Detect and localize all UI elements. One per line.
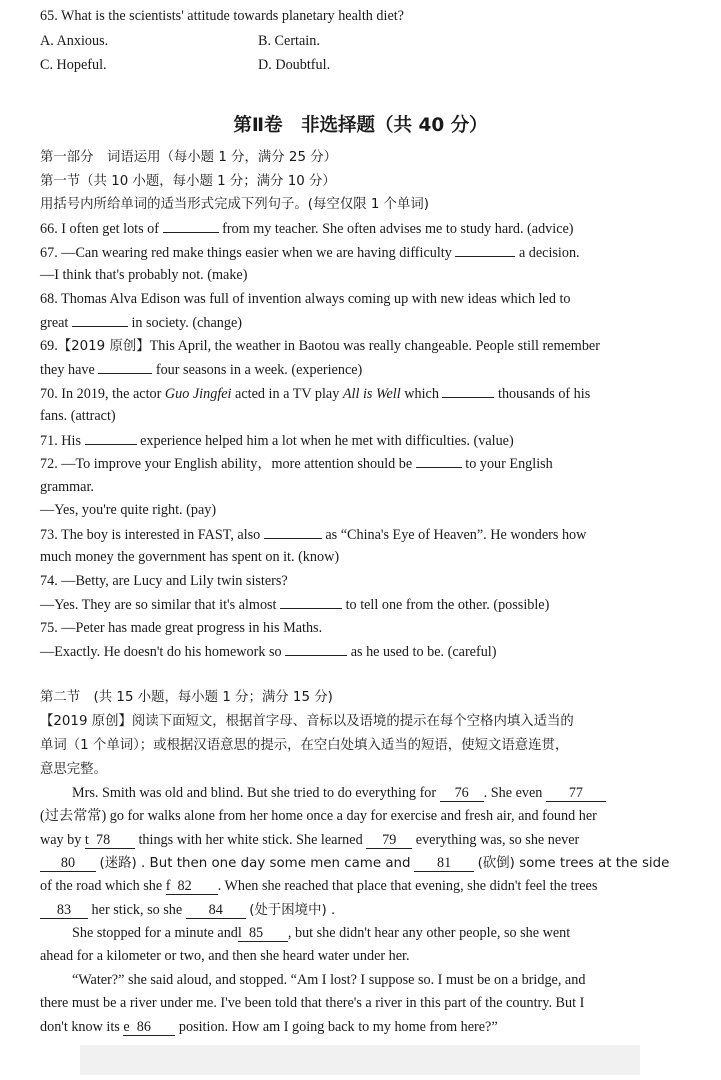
part1-sub-heading: 第一节（共 10 小题，每小题 1 分；满分 10 分）	[40, 174, 336, 189]
q70-text-b: acted in a TV play	[235, 386, 340, 402]
q74-line2	[40, 594, 549, 615]
passage-text: everything was, so she never	[415, 832, 580, 848]
answer-blank-71[interactable]	[85, 430, 137, 445]
q71	[40, 430, 514, 451]
passage-blank-79[interactable]	[366, 832, 412, 849]
passage-text: way by	[40, 832, 82, 848]
blank-number-84: 84	[208, 902, 223, 918]
passage-text: (砍倒) some trees at the side	[477, 856, 670, 871]
passage-blank-77[interactable]	[546, 785, 606, 802]
passage-line-4	[40, 853, 669, 874]
blank-number-81: 81	[437, 855, 452, 871]
scan-shadow	[80, 1045, 640, 1075]
blank-number-80: 80	[60, 855, 76, 871]
passage-text: (处于困境中) .	[249, 903, 336, 918]
q70-line1	[40, 383, 590, 404]
passage-blank-78[interactable]	[85, 832, 135, 849]
q70-text-c: which	[404, 386, 439, 402]
passage-line-9: “Water?” she said aloud, and stopped. “Am I lost? I suppose so. I must be on a bridge, and	[72, 972, 586, 988]
passage-line-8: ahead for a kilometer or two, and then she heard water under her.	[40, 948, 410, 964]
q69-line2	[40, 359, 362, 380]
q67-reply: —I think that's probably not. (make)	[40, 267, 248, 283]
q67	[40, 242, 580, 263]
q69-text-b: they have	[40, 362, 95, 378]
q68-text-c: in society. (change)	[131, 315, 243, 331]
q70-text-a: 70. In 2019, the actor	[40, 386, 162, 402]
passage-text: , but she didn't hear any other people, so she went	[287, 925, 571, 941]
passage-blank-86[interactable]	[123, 1019, 175, 1036]
q68-line1: 68. Thomas Alva Edison was full of invention always coming up with new ideas which led to	[40, 291, 571, 307]
q69-line1	[40, 336, 600, 357]
answer-blank-68[interactable]	[72, 312, 128, 327]
blank-number-82: 82	[177, 878, 192, 894]
q72-line1	[40, 453, 553, 474]
blank-number-79: 79	[382, 832, 397, 848]
blank-number-76: 76	[454, 785, 469, 801]
q75-line2	[40, 641, 496, 662]
initial-letter-82: f	[165, 878, 171, 894]
blank-number-78: 78	[95, 832, 111, 848]
part2-instruction-2: 单词（1 个单词）；或根据汉语意思的提示，在空白处填入适当的短语，使短文语意连贯，	[40, 738, 569, 753]
passage-blank-85[interactable]	[238, 925, 288, 942]
passage-text: position. How am I going back to my home from here?”	[178, 1019, 498, 1035]
blank-number-85: 85	[248, 925, 264, 941]
q65-option-c: C. Hopeful.	[40, 57, 107, 73]
q65-option-b: B. Certain.	[258, 33, 320, 49]
q70-text-d: thousands of his	[498, 386, 591, 402]
q73-text-a: 73. The boy is interested in FAST, also	[40, 527, 261, 543]
answer-blank-73[interactable]	[264, 524, 322, 539]
passage-text: (迷路) . But then one day some men came and	[99, 856, 411, 871]
passage-line-3	[40, 830, 579, 850]
q65-option-d: D. Doubtful.	[258, 57, 331, 73]
q70-play-title: All is Well	[342, 386, 401, 402]
q73-text-b: as “China's Eye of Heaven”. He wonders how	[325, 527, 587, 543]
q68-line2	[40, 312, 242, 333]
passage-blank-76[interactable]	[440, 785, 484, 802]
q69-text-c: four seasons in a week. (experience)	[155, 362, 363, 378]
blank-number-83: 83	[56, 902, 72, 918]
answer-blank-67[interactable]	[455, 242, 515, 257]
q69-text-a: This April, the weather in Baotou was really changeable. People still remember	[149, 338, 600, 354]
q74-text-b: —Yes. They are so similar that it's almost	[40, 597, 277, 613]
q68-text-b: great	[40, 315, 69, 331]
passage-blank-83[interactable]	[40, 902, 88, 919]
passage-blank-82[interactable]	[166, 878, 218, 895]
answer-blank-69[interactable]	[98, 359, 152, 374]
passage-text: . When she reached that place that evening, she didn't feel the trees	[217, 878, 598, 894]
q65-option-a: A. Anxious.	[40, 33, 109, 49]
q70-actor-name: Guo Jingfei	[164, 386, 232, 402]
part1-heading: 第一部分 词语运用（每小题 1 分，满分 25 分）	[40, 150, 338, 165]
passage-blank-81[interactable]	[414, 855, 474, 872]
q75-text-b: —Exactly. He doesn't do his homework so	[40, 644, 282, 660]
q69-tag: 【2019 原创】	[57, 339, 150, 354]
q71-text-b: experience helped him a lot when he met with difficulties. (value)	[140, 433, 514, 449]
q72-text-b: to your English	[465, 456, 553, 472]
initial-letter-78: t	[84, 832, 89, 848]
q72-line2: grammar.	[40, 479, 94, 495]
passage-text: don't know its	[40, 1019, 120, 1035]
blank-number-77: 77	[568, 785, 584, 801]
passage-line-11	[40, 1017, 498, 1037]
passage-text: things with her white stick. She learned	[138, 832, 363, 848]
q73-line2: much money the government has spent on it. (know)	[40, 549, 340, 565]
passage-text: She stopped for a minute and	[72, 925, 238, 941]
part2-instruction-1: 【2019 原创】阅读下面短文，根据首字母、音标以及语境的提示在每个空格内填入适当的	[40, 714, 574, 729]
passage-line-7	[72, 923, 570, 943]
passage-line-2: (过去常常) go for walks alone from her home once a day for exercise and fresh air, and found her	[40, 808, 597, 824]
q74-line1: 74. —Betty, are Lucy and Lily twin sisters?	[40, 573, 288, 589]
passage-text: her stick, so she	[91, 902, 183, 918]
passage-text: Mrs. Smith was old and blind. But she tried to do everything for	[72, 785, 437, 801]
q66-text-b: from my teacher. She often advises me to study hard. (advice)	[222, 221, 574, 237]
q69-number: 69.	[40, 338, 58, 354]
q67-text-b: a decision.	[518, 245, 580, 261]
passage-line-5	[40, 876, 597, 896]
q72-reply: —Yes, you're quite right. (pay)	[40, 502, 217, 518]
q70-line2: fans. (attract)	[40, 408, 116, 424]
q66	[40, 218, 574, 239]
passage-blank-80[interactable]	[40, 855, 96, 872]
answer-blank-75[interactable]	[285, 641, 347, 656]
passage-line-10: there must be a river under me. I've been told that there's a river in this part of the country. But I	[40, 995, 585, 1011]
section-title: 第Ⅱ卷 非选择题（共 40 分）	[233, 115, 488, 136]
initial-letter-85: l	[237, 925, 242, 941]
q75-line1: 75. —Peter has made great progress in his Maths.	[40, 620, 323, 636]
passage-line-1	[72, 783, 606, 803]
part2-instruction-3: 意思完整。	[40, 762, 107, 777]
q74-text-c: to tell one from the other. (possible)	[345, 597, 550, 613]
part2-heading: 第二节 (共 15 小题，每小题 1 分；满分 15 分)	[40, 690, 333, 705]
q65-stem: 65. What is the scientists' attitude towards planetary health diet?	[40, 8, 404, 24]
answer-blank-70[interactable]	[442, 383, 494, 398]
blank-number-86: 86	[136, 1019, 151, 1035]
passage-text: of the road which she	[40, 878, 163, 894]
q71-text-a: 71. His	[40, 433, 81, 449]
q75-text-c: as he used to be. (careful)	[350, 644, 497, 660]
passage-line-6	[40, 900, 335, 921]
initial-letter-86: e	[123, 1019, 130, 1035]
q67-text-a: 67. —Can wearing red make things easier when we are having difficulty	[40, 245, 452, 261]
passage-blank-84[interactable]	[186, 902, 246, 919]
answer-blank-66[interactable]	[163, 218, 219, 233]
passage-text: . She even	[483, 785, 543, 801]
answer-blank-72[interactable]	[416, 453, 462, 468]
q66-text-a: 66. I often get lots of	[40, 221, 159, 237]
answer-blank-74[interactable]	[280, 594, 342, 609]
q73-line1	[40, 524, 586, 545]
part1-instruction: 用括号内所给单词的适当形式完成下列句子。(每空仅限 1 个单词)	[40, 197, 430, 212]
q72-text-a: 72. —To improve your English ability，more attention should be	[40, 456, 413, 472]
